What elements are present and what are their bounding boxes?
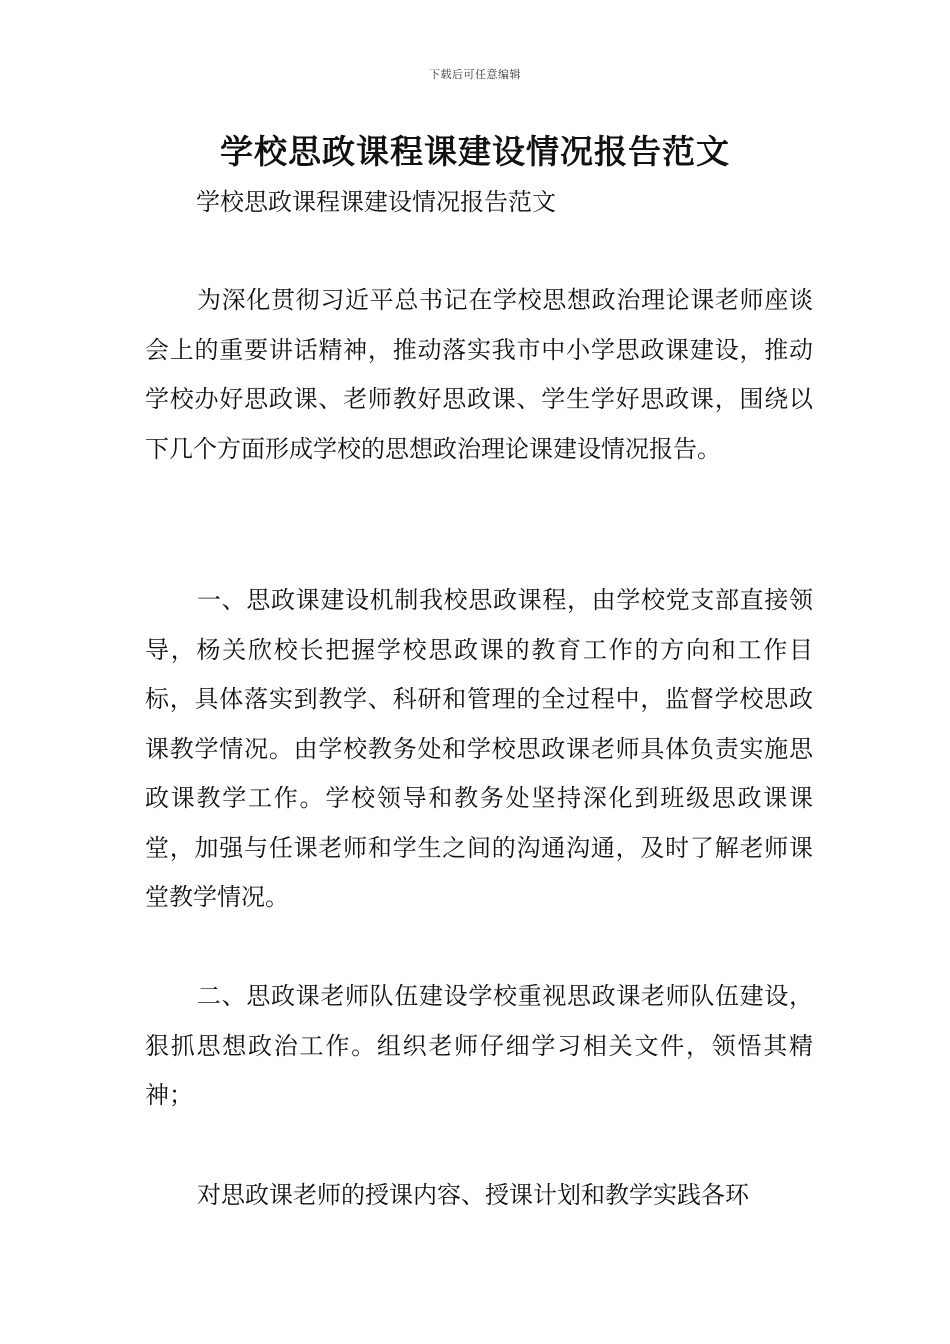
paragraph-mechanism: 一、思政课建设机制我校思政课程，由学校党支部直接领导，杨关欣校长把握学校思政课的教育工作的方向和工作目标，具体落实到教学、科研和管理的全过程中，监督学校思政课教学情况。由学校教务处和学校思政课老师具体负责实施思政课教学工作。学校领导和教务处坚持深化到班级思政课课堂，加强与任课老师和学生之间的沟通沟通，及时了解老师课堂教学情况。 bbox=[145, 586, 813, 911]
header-note: 下载后可任意编辑 bbox=[429, 68, 521, 81]
document-subtitle: 学校思政课程课建设情况报告范文 bbox=[196, 188, 556, 216]
paragraph-teacher-team: 二、思政课老师队伍建设学校重视思政课老师队伍建设，狠抓思想政治工作。组织老师仔细学习相关文件，领悟其精神； bbox=[145, 982, 813, 1109]
paragraph-teaching-review: 对思政课老师的授课内容、授课计划和教学实践各环 bbox=[197, 1181, 749, 1209]
paragraph-intro: 为深化贯彻习近平总书记在学校思想政治理论课老师座谈会上的重要讲话精神，推动落实我市中小学思政课建设，推动学校办好思政课、老师教好思政课、学生学好思政课，围绕以下几个方面形成学校的思想政治理论课建设情况报告。 bbox=[145, 286, 813, 463]
document-title: 学校思政课程课建设情况报告范文 bbox=[220, 132, 730, 171]
